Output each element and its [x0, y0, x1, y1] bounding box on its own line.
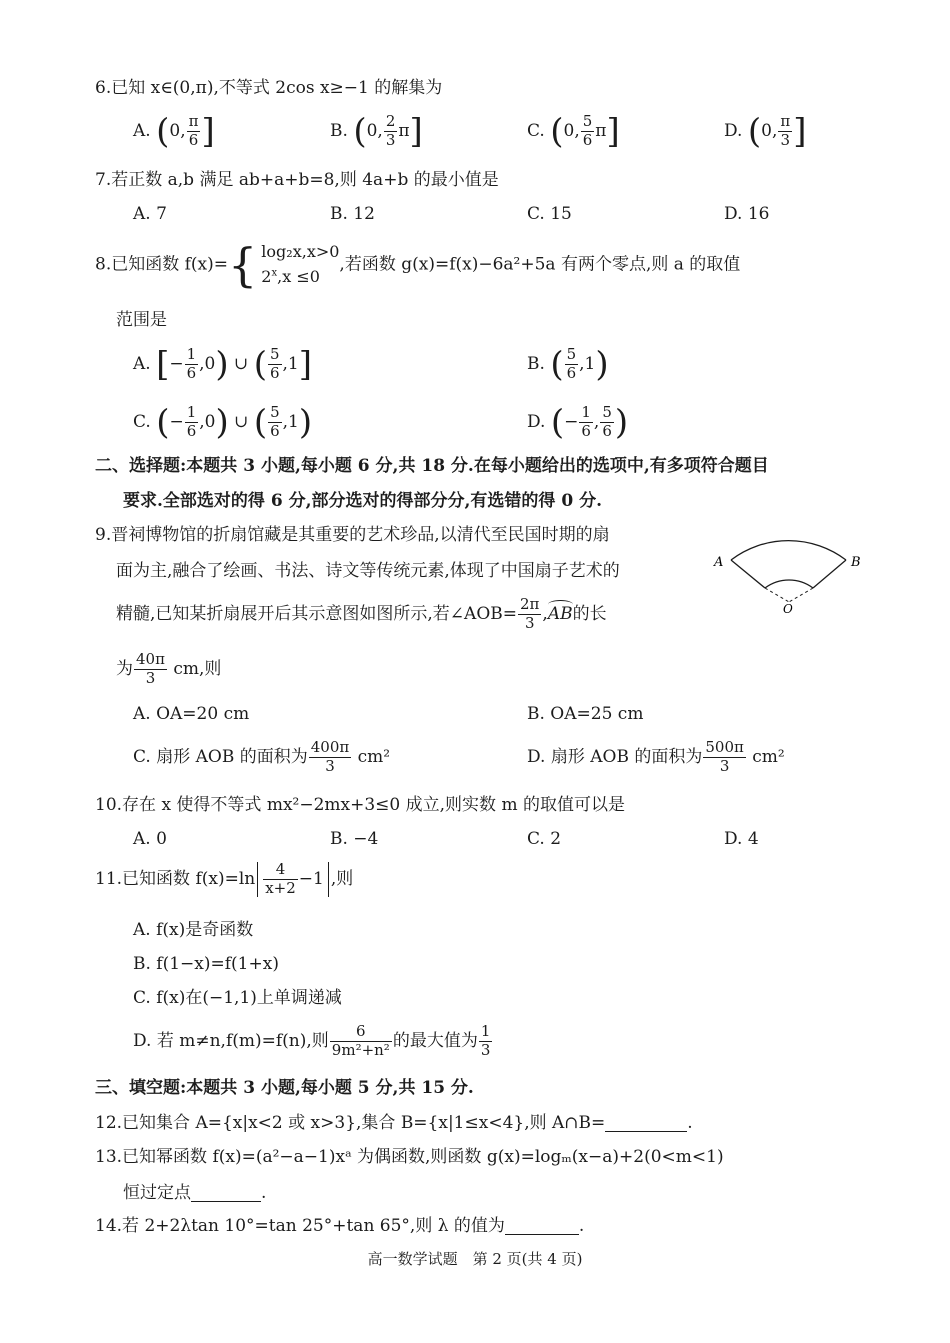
q7-choice-b: B. 12 — [330, 204, 375, 224]
q11-choice-d: D. 若 m≠n,f(m)=f(n),则 $\frac{6}{\text{9m²+n²}}$ 的最大值为 $\frac{1}{3}$ — [133, 1022, 491, 1059]
q9-choice-a: A. OA=20 cm — [133, 704, 250, 724]
q11-stem: 11.已知函数 f(x)=ln $\frac{4}{x+2}$ −1 ,则 — [95, 860, 354, 897]
label-o: O — [783, 602, 793, 615]
area-fraction: $\frac{400\pi}{3}$ — [310, 738, 350, 775]
piecewise-brace: { — [228, 237, 258, 292]
q10-choice-a: A. 0 — [133, 829, 167, 849]
q8-suffix: ,若函数 g(x)=f(x)−6a²+5a 有两个零点,则 a 的取值 — [339, 254, 741, 275]
choice-letter: D. — [724, 120, 743, 141]
q12-answer-blank[interactable] — [605, 1114, 687, 1132]
choice-letter: B. — [330, 120, 348, 141]
interval-start: 0 — [366, 120, 378, 141]
choice-letter: A. — [133, 120, 151, 141]
answer-fraction: $\frac{1}{3}$ — [480, 1022, 491, 1059]
dashed-left — [765, 588, 789, 602]
q6-choice-c: C. (0, $\frac{5}{6}$ π] — [527, 111, 620, 152]
area-fraction: $\frac{500\pi}{3}$ — [705, 738, 744, 775]
q14-stem: 14.若 2+2λtan 10°=tan 25°+tan 65°,则 λ 的值为 . — [95, 1216, 585, 1236]
q8-choice-c: C. (− $\frac{1}{6}$ ,0) ∪ ( $\frac{5}{6}$ ,1) — [133, 402, 313, 443]
section-2-instructions: 要求.全部选对的得 6 分,部分选对的得部分分,有选错的得 0 分. — [123, 491, 603, 511]
q11-choice-a: A. f(x)是奇函数 — [133, 920, 254, 940]
fraction: $\frac{1}{6}$ — [186, 345, 197, 382]
q13-line-1: 13.已知幂函数 f(x)=(a²−a−1)xᵃ 为偶函数,则函数 g(x)=logₘ(x−a)+2(0<m<1) — [95, 1147, 724, 1167]
pi-symbol: π — [398, 120, 410, 141]
q14-answer-blank[interactable] — [505, 1217, 579, 1235]
section-2-heading: 二、选择题:本题共 3 小题,每小题 6 分,共 18 分.在每小题给出的选项中,有多项符合题目 — [95, 456, 769, 476]
fan-diagram — [706, 520, 866, 615]
q9-choice-d: D. 扇形 AOB 的面积为 $\frac{500\pi}{3}$ cm² — [527, 738, 785, 775]
q10-choice-d: D. 4 — [724, 829, 759, 849]
piecewise-cases — [257, 240, 339, 290]
left-edge — [731, 560, 765, 588]
fraction: $\frac{\pi}{3}$ — [780, 112, 791, 149]
q8-choice-d: D. (− $\frac{1}{6}$ , $\frac{5}{6}$ ) — [527, 402, 629, 443]
q9-line-1: 9.晋祠博物馆的折扇馆藏是其重要的艺术珍品,以清代至民国时期的扇 — [95, 525, 610, 545]
q7-choice-c: C. 15 — [527, 204, 572, 224]
q8-choice-a: A. [− $\frac{1}{6}$ ,0) ∪ ( $\frac{5}{6}$ ,1] — [133, 344, 313, 385]
choice-letter: C. — [133, 411, 151, 432]
q8-choice-b: B. ( $\frac{5}{6}$ ,1) — [527, 344, 609, 385]
q7-choice-a: A. 7 — [133, 204, 167, 224]
q8-stem — [95, 237, 741, 292]
choice-letter: B. — [527, 353, 545, 374]
q6-choice-b: B. (0, $\frac{2}{3}$ π] — [330, 111, 423, 152]
arc-ab-label: AB — [547, 603, 573, 624]
fraction: $\frac{5}{6}$ — [269, 345, 280, 382]
outer-arc — [731, 541, 846, 560]
label-b: B — [851, 555, 861, 570]
fraction: $\frac{\pi}{6}$ — [188, 112, 199, 149]
fraction: $\frac{4}{x+2}$ — [265, 860, 296, 897]
dashed-right — [789, 588, 813, 602]
fraction: $\frac{2}{3}$ — [385, 112, 396, 149]
q9-choice-c: C. 扇形 AOB 的面积为 $\frac{400\pi}{3}$ cm² — [133, 738, 391, 775]
q9-line-2: 面为主,融合了绘画、书法、诗文等传统元素,体现了中国扇子艺术的 — [116, 561, 620, 581]
interval-start: 0 — [169, 120, 181, 141]
q10-choice-b: B. −4 — [330, 829, 379, 849]
fraction: $\frac{5}{6}$ — [566, 345, 577, 382]
q6-choice-d: D. (0, $\frac{\pi}{3}$ ] — [724, 111, 807, 152]
q7-choice-d: D. 16 — [724, 204, 770, 224]
q6-choice-a: A. (0, $\frac{\pi}{6}$ ] — [133, 111, 215, 152]
choice-letter: C. — [527, 120, 545, 141]
inner-arc — [765, 580, 813, 588]
fraction: $\frac{5}{6}$ — [270, 403, 280, 440]
q8-prefix: 8.已知函数 f(x)= — [95, 254, 229, 275]
interval-start: 0 — [761, 120, 772, 141]
q9-line-3: 精髓,已知某折扇展开后其示意图如图所示,若∠AOB= $\frac{2\pi}{3}$ ,AB的长 — [116, 595, 607, 632]
q9-line-3-tail: 的长 — [572, 603, 607, 624]
length-fraction: $\frac{40\pi}{3}$ — [136, 650, 165, 687]
q9-line-4: 为 $\frac{40\pi}{3}$ cm,则 — [116, 650, 222, 687]
q10-choice-c: C. 2 — [527, 829, 562, 849]
case-2: $2^x,x \le 0$ — [261, 266, 320, 286]
q12-stem: 12.已知集合 A={x|x<2 或 x>3},集合 B={x|1≤x<4},则 A∩B= . — [95, 1113, 693, 1133]
q9-line-3-text: 精髓,已知某折扇展开后其示意图如图所示,若∠AOB= — [116, 603, 518, 624]
choice-letter: A. — [133, 353, 151, 374]
q9-choice-b: B. OA=25 cm — [527, 704, 644, 724]
label-a: A — [714, 555, 724, 570]
q7-stem: 7.若正数 a,b 满足 ab+a+b=8,则 4a+b 的最小值是 — [95, 170, 499, 190]
right-edge — [813, 560, 846, 588]
q10-stem: 10.存在 x 使得不等式 mx²−2mx+3≤0 成立,则实数 m 的取值可以是 — [95, 795, 625, 815]
q13-answer-blank[interactable] — [191, 1184, 261, 1202]
case-1: log₂x,x>0 — [261, 242, 340, 261]
q8-continuation: 范围是 — [116, 310, 167, 330]
angle-fraction: $\frac{2\pi}{3}$ — [520, 595, 540, 632]
fraction: $\frac{6}{\text{9m²+n²}}$ — [331, 1022, 390, 1059]
section-3-heading: 三、填空题:本题共 3 小题,每小题 5 分,共 15 分. — [95, 1078, 474, 1098]
q13-line-2: 恒过定点 . — [123, 1183, 267, 1203]
interval-start: 0 — [563, 120, 575, 141]
absolute-value: $\frac{4}{x+2}$ −1 — [257, 862, 329, 897]
pi-symbol: π — [595, 120, 607, 141]
page-footer: 高一数学试题 第 2 页(共 4 页) — [367, 1250, 583, 1268]
q11-choice-c: C. f(x)在(−1,1)上单调递减 — [133, 988, 342, 1008]
fraction: $\frac{5}{6}$ — [602, 403, 612, 440]
choice-letter: D. — [527, 411, 546, 432]
q6-stem: 6.已知 x∈(0,π),不等式 2cos x≥−1 的解集为 — [95, 78, 443, 98]
fraction: $\frac{5}{6}$ — [582, 112, 593, 149]
fraction: $\frac{1}{6}$ — [581, 403, 591, 440]
fraction: $\frac{1}{6}$ — [186, 403, 197, 440]
q11-choice-b: B. f(1−x)=f(1+x) — [133, 954, 279, 974]
